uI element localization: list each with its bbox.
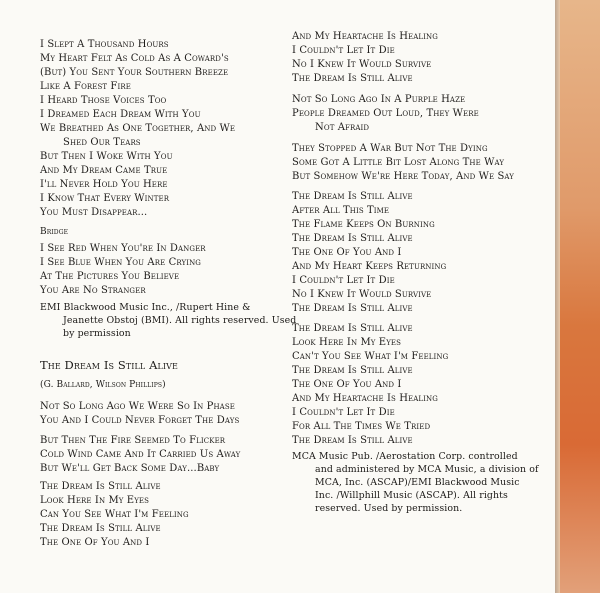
lyric-line: The Flame Keeps On Burning — [292, 219, 435, 230]
lyric-line: Not Afraid — [315, 122, 370, 133]
credit-line: MCA, Inc. (ASCAP)/EMI Blackwood Music — [315, 477, 520, 488]
song-title: The Dream Is Still Alive — [40, 358, 178, 372]
lyric-line: I Heard Those Voices Too — [40, 95, 167, 106]
lyric-line: I See Blue When You Are Crying — [40, 257, 201, 268]
credit-line: by permission — [63, 328, 131, 339]
lyric-line: We Breathed As One Together, And We — [40, 123, 236, 134]
lyric-line: The Dream Is Still Alive — [292, 323, 413, 334]
lyric-line: And My Heartache Is Healing — [292, 393, 438, 404]
lyric-line: Can't You See What I'm Feeling — [292, 351, 449, 362]
credit-line: reserved. Used by permission. — [315, 503, 463, 514]
lyric-line: At The Pictures You Believe — [40, 271, 180, 282]
lyric-line: Look Here In My Eyes — [292, 337, 402, 348]
lyric-line: You Must Disappear... — [40, 207, 148, 218]
lyric-line: For All The Times We Tried — [292, 421, 431, 432]
lyric-line: No I Knew It Would Survive — [292, 59, 432, 70]
lyric-line: The One Of You And I — [292, 379, 402, 390]
lyric-line: (But) You Sent Your Southern Breeze — [40, 67, 229, 78]
lyric-line: I Couldn't Let It Die — [292, 45, 395, 56]
lyric-line: But We'll Get Back Some Day...Baby — [40, 463, 220, 474]
lyric-line: You And I Could Never Forget The Days — [40, 415, 240, 426]
lyric-line: Cold Wind Came And It Carried Us Away — [40, 449, 241, 460]
song-writers: (G. Ballard, Wilson Phillips) — [40, 380, 166, 390]
lyric-line: The Dream Is Still Alive — [292, 303, 413, 314]
lyric-line: The Dream Is Still Alive — [292, 365, 413, 376]
lyric-line: And My Dream Came True — [40, 165, 168, 176]
bridge-label: Bridge — [40, 227, 69, 237]
lyric-line: Not So Long Ago In A Purple Haze — [292, 94, 466, 105]
credit-line: Jeanette Obstoj (BMI). All rights reserved. Used — [63, 315, 297, 326]
lyric-line: No I Knew It Would Survive — [292, 289, 432, 300]
credit-line: EMI Blackwood Music Inc., /Rupert Hine & — [40, 302, 251, 313]
lyric-line: I'll Never Hold You Here — [40, 179, 168, 190]
lyric-line: I Slept A Thousand Hours — [40, 39, 169, 50]
lyric-line: The Dream Is Still Alive — [292, 73, 413, 84]
lyric-line: The Dream Is Still Alive — [292, 435, 413, 446]
credit-line: Inc. /Willphill Music (ASCAP). All rights — [315, 490, 508, 501]
lyric-line: I Know That Every Winter — [40, 193, 170, 204]
lyric-line: Shed Our Tears — [63, 137, 141, 148]
lyric-line: And My Heartache Is Healing — [292, 31, 438, 42]
lyric-line: Look Here In My Eyes — [40, 495, 150, 506]
lyric-line: Some Got A Little Bit Lost Along The Way — [292, 157, 505, 168]
lyric-line: The Dream Is Still Alive — [40, 481, 161, 492]
lyric-line: I Dreamed Each Dream With You — [40, 109, 201, 120]
lyric-line: And My Heart Keeps Returning — [292, 261, 447, 272]
lyric-line: My Heart Felt As Cold As A Coward's — [40, 53, 229, 64]
credit-line: and administered by MCA Music, a division of — [315, 464, 539, 475]
lyric-line: But Then I Woke With You — [40, 151, 173, 162]
lyric-line: I Couldn't Let It Die — [292, 407, 395, 418]
lyric-line: The One Of You And I — [292, 247, 402, 258]
lyric-line: The Dream Is Still Alive — [292, 191, 413, 202]
lyric-line: After All This Time — [292, 205, 390, 216]
lyric-line: Not So Long Ago We Were So In Phase — [40, 401, 235, 412]
lyric-line: The Dream Is Still Alive — [40, 523, 161, 534]
lyric-line: The Dream Is Still Alive — [292, 233, 413, 244]
lyric-line: Can You See What I'm Feeling — [40, 509, 189, 520]
booklet-edge-texture — [555, 0, 600, 593]
lyric-line: I See Red When You're In Danger — [40, 243, 206, 254]
lyric-line: The One Of You And I — [40, 537, 150, 548]
lyric-line: They Stopped A War But Not The Dying — [292, 143, 488, 154]
lyric-line: Like A Forest Fire — [40, 81, 131, 92]
lyric-line: But Somehow We're Here Today, And We Say — [292, 171, 514, 182]
lyric-line: People Dreamed Out Loud, They Were — [292, 108, 479, 119]
lyric-line: But Then The Fire Seemed To Flicker — [40, 435, 226, 446]
credit-line: MCA Music Pub. /Aerostation Corp. controlled — [292, 451, 518, 462]
lyric-line: I Couldn't Let It Die — [292, 275, 395, 286]
lyric-line: You Are No Stranger — [40, 285, 146, 296]
